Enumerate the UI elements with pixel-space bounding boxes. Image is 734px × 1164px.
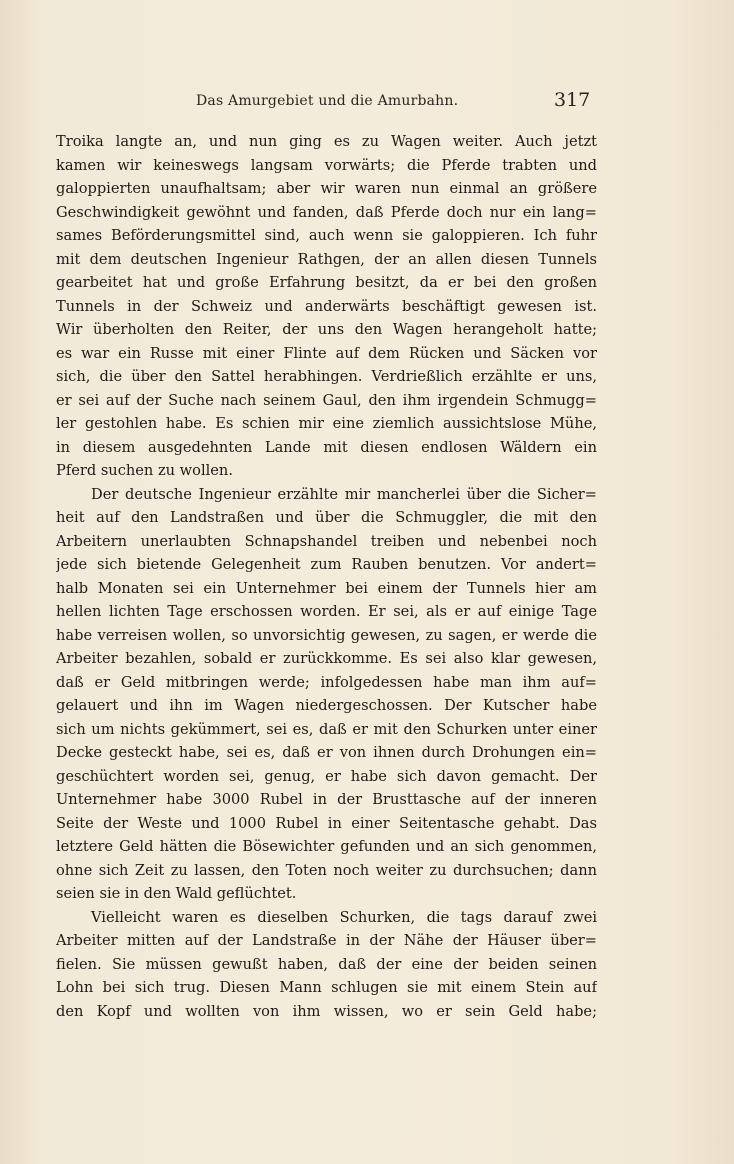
text-line: ohne sich Zeit zu lassen, den Toten noch weiter zu durchsuchen; dann (56, 861, 597, 879)
text-line: sich um nichts gekümmert, sei es, daß er mit den Schurken unter einer (56, 720, 597, 738)
text-line: sames Beförderungsmittel sind, auch wenn sie galoppieren. Ich fuhr (56, 227, 597, 244)
text-line: seien sie in den Wald geflüchtet. (56, 885, 297, 902)
text-line: es war ein Russe mit einer Flinte auf dem Rücken und Säcken vor (56, 344, 597, 362)
text-line: sich, die über den Sattel herabhingen. Verdrießlich erzählte er uns, (56, 368, 597, 385)
text-line: Unternehmer habe 3000 Rubel in der Brusttasche auf der inneren (56, 791, 597, 808)
text-line: ler gestohlen habe. Es schien mir eine ziemlich aussichtslose Mühe, (56, 415, 597, 432)
text-line: kamen wir keineswegs langsam vorwärts; die Pferde trabten und (56, 156, 597, 174)
text-line: Arbeitern unerlaubten Schnapshandel treiben und nebenbei noch (56, 532, 597, 550)
text-line: gearbeitet hat und große Erfahrung besitzt, da er bei den großen (56, 274, 597, 291)
text-line: den Kopf und wollten von ihm wissen, wo er sein Geld habe; (56, 1002, 597, 1020)
body-text (56, 130, 597, 1023)
text-line: Seite der Weste und 1000 Rubel in einer Seitentasche gehabt. Das (56, 814, 597, 832)
text-line: jede sich bietende Gelegenheit zum Rauben benutzen. Vor andert= (56, 556, 597, 573)
text-line: mit dem deutschen Ingenieur Rathgen, der an allen diesen Tunnels (56, 250, 597, 268)
paragraph-start-line: Der deutsche Ingenieur erzählte mir mancherlei über die Sicher= (91, 485, 597, 503)
text-line: Pferd suchen zu wollen. (56, 462, 233, 479)
text-line: Tunnels in der Schweiz und anderwärts beschäftigt gewesen ist. (56, 297, 597, 315)
text-line: geschüchtert worden sei, genug, er habe sich davon gemacht. Der (56, 767, 597, 785)
text-line: gelauert und ihn im Wagen niedergeschossen. Der Kutscher habe (56, 697, 597, 714)
text-line: er sei auf der Suche nach seinem Gaul, den ihm irgendein Schmugg= (56, 391, 597, 409)
text-line: halb Monaten sei ein Unternehmer bei einem der Tunnels hier am (56, 579, 597, 597)
text-line: Arbeiter bezahlen, sobald er zurückkomme. Es sei also klar gewesen, (56, 650, 597, 667)
text-line: galoppierten unaufhaltsam; aber wir waren nun einmal an größere (56, 180, 597, 197)
page-number: 317 (554, 89, 591, 111)
text-line: daß er Geld mitbringen werde; infolgedessen habe man ihm auf= (56, 673, 597, 691)
text-line: Troika langte an, und nun ging es zu Wagen weiter. Auch jetzt (56, 133, 597, 150)
text-line: Lohn bei sich trug. Diesen Mann schlugen sie mit einem Stein auf (56, 979, 597, 996)
running-title: Das Amurgebiet und die Amurbahn. (196, 93, 459, 109)
text-line: fielen. Sie müssen gewußt haben, daß der eine der beiden seinen (56, 955, 597, 973)
text-line: Decke gesteckt habe, sei es, daß er von ihnen durch Drohungen ein= (56, 744, 597, 761)
text-line: heit auf den Landstraßen und über die Schmuggler, die mit den (56, 509, 597, 526)
paragraph-start-line: Vielleicht waren es dieselben Schurken, die tags darauf zwei (91, 908, 597, 926)
text-line: hellen lichten Tage erschossen worden. Er sei, als er auf einige Tage (56, 603, 597, 620)
text-line: Arbeiter mitten auf der Landstraße in der Nähe der Häuser über= (56, 932, 597, 949)
text-line: in diesem ausgedehnten Lande mit diesen endlosen Wäldern ein (56, 438, 597, 456)
text-line: Geschwindigkeit gewöhnt und fanden, daß Pferde doch nur ein lang= (56, 203, 597, 221)
text-line: letztere Geld hätten die Bösewichter gefunden und an sich genommen, (56, 838, 597, 855)
text-line: Wir überholten den Reiter, der uns den Wagen herangeholt hatte; (56, 321, 597, 338)
text-line: habe verreisen wollen, so unvorsichtig gewesen, zu sagen, er werde die (56, 626, 597, 644)
